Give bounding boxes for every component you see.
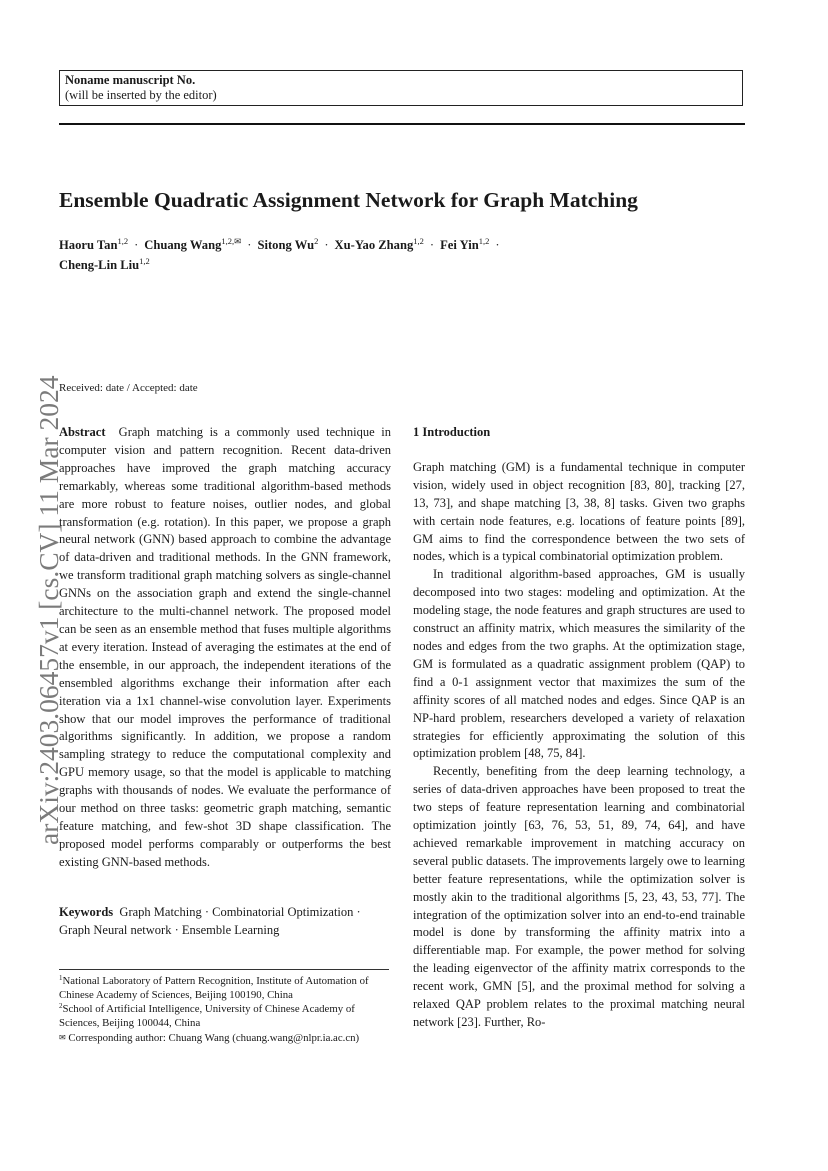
abstract-section xyxy=(59,424,391,872)
footnote-mark: 1 xyxy=(59,974,63,982)
author-separator: · xyxy=(495,238,500,252)
author-separator: · xyxy=(134,238,139,252)
header-rule xyxy=(59,123,745,125)
arxiv-identifier-stamp: arXiv:2403.06457v1 [cs.CV] 11 Mar 2024 xyxy=(33,375,64,845)
intro-paragraph-2: In traditional algorithm-based approaches, GM is usually decomposed into two stages: modeling and optimization. At the modeling stage, the node features and graph structures are used to construct an affinity matrix, which measures the similarity of the nodes and edges from the two graphs. At the optimization stage, GM is formulated as a quadratic assignment problem (QAP) to find a 0-1 assignment vector that maximizes the sum of the affinity scores of all matched nodes and edges. Since QAP is an NP-hard problem, researchers developed a variety of relaxation strategies for efficiently approximating the solution of this optimization problem [48, 75, 84]. xyxy=(413,567,745,761)
author-1 xyxy=(59,238,128,252)
footnote-affiliation-1 xyxy=(59,975,391,1003)
keywords-text: Graph Matching · Combinatorial Optimization · Graph Neural network · Ensemble Learning xyxy=(59,905,361,937)
footnote-rule xyxy=(59,969,389,970)
received-dates: Received: date / Accepted: date xyxy=(59,382,198,394)
author-affiliation: 2 xyxy=(314,236,319,246)
author-affiliation: 1,2 xyxy=(478,236,490,246)
footnote-text: National Laboratory of Pattern Recognition, Institute of Automation of Chinese Academy of Sciences, Beijing 100190, China xyxy=(59,975,369,1001)
author-separator: · xyxy=(324,238,329,252)
author-affiliation: 1,2 xyxy=(413,236,424,246)
keywords-heading: Keywords xyxy=(59,905,114,919)
author-name: Haoru Tan xyxy=(59,238,118,252)
introduction-heading: 1 Introduction xyxy=(413,425,491,439)
abstract-text: Graph matching is a commonly used technique in computer vision and pattern recognition. Recent data-driven approaches have improved the graph matching accuracy remarkably, whereas some traditional algorithm-based methods are more robust to feature noises, outlier nodes, and global transformation (e.g. rotation). In this paper, we propose a graph neural network (GNN) based approach to combine the advantage of data-driven and traditional methods. In the GNN framework, we transform traditional graph matching solvers as single-channel GNNs on the association graph and extend the single-channel architecture to the multi-channel network. The proposed model can be seen as an ensemble method that fuses multiple algorithms at every iteration. Instead of averaging the estimates at the end of the ensemble, in our approach, the independent iterations of the ensembled algorithms exchange their information after each iteration via a 1x1 channel-wise convolution layer. Experiments show that our model improves the performance of traditional algorithms significantly. In addition, we propose a random sampling strategy to reduce the computational complexity and GPU memory usage, so that the model is applicable to matching graphs with thousands of nodes. We evaluate the performance of our method on three tasks: geometric graph matching, semantic feature matching, and few-shot 3D shape classification. The proposed model performs comparably or outperforms the best existing GNN-based methods. xyxy=(59,425,392,869)
author-affiliation: 1,2,✉ xyxy=(221,236,242,246)
author-name: Xu-Yao Zhang xyxy=(334,238,414,252)
author-name: Cheng-Lin Liu xyxy=(59,258,140,272)
intro-paragraph-3: Recently, benefiting from the deep learning technology, a series of data-driven approaches have been proposed to treat the two steps of feature representation learning and combinatorial optimization jointly [63, 76, 53, 51, 89, 74, 64], and have achieved remarkable improvement in matching accuracy on several public datasets. The improvements largely owe to learning better feature representations, while the optimization solver is mostly akin to the traditional algorithms [5, 23, 43, 53, 77]. The integration of the optimization solver into an end-to-end trainable model is done by transforming the affinity matrix into a differentiable map. For example, the power method for solving the leading eigenvector of the affinity matrix corresponds to the recent work, GMN [5], and the proximal method for solving a relaxed QAP problem relates to the proximal matching neural network [23]. Further, Ro- xyxy=(413,764,745,1029)
author-name: Chuang Wang xyxy=(144,238,222,252)
author-affiliation: 1,2 xyxy=(139,256,150,266)
author-name: Sitong Wu xyxy=(257,238,315,252)
author-name: Fei Yin xyxy=(440,238,479,252)
manuscript-label: Noname manuscript No. xyxy=(65,73,196,87)
footnote-text: Corresponding author: Chuang Wang (chuang.wang@nlpr.ia.ac.cn) xyxy=(68,1031,360,1044)
footnotes xyxy=(59,975,391,1046)
footnote-text: School of Artificial Intelligence, University of Chinese Academy of Sciences, Beijing 100044, China xyxy=(59,1002,355,1029)
envelope-icon: ✉ xyxy=(59,1032,66,1042)
keywords-section xyxy=(59,904,391,940)
author-5 xyxy=(440,238,489,252)
abstract-heading: Abstract xyxy=(59,425,106,439)
manuscript-number-box xyxy=(59,70,743,106)
author-separator: · xyxy=(247,238,252,252)
author-affiliation: 1,2 xyxy=(117,236,129,246)
author-list xyxy=(59,235,749,275)
editor-note: (will be inserted by the editor) xyxy=(65,88,217,102)
introduction-section xyxy=(413,424,745,1032)
paper-title: Ensemble Quadratic Assignment Network for Graph Matching xyxy=(59,188,638,212)
footnote-mark: 2 xyxy=(59,1001,63,1010)
author-2 xyxy=(144,238,241,252)
footnote-corresponding-author xyxy=(59,1031,391,1046)
footnote-affiliation-2 xyxy=(59,1003,391,1031)
author-4 xyxy=(335,238,424,252)
author-3 xyxy=(257,238,318,252)
author-separator: · xyxy=(429,238,435,252)
author-6 xyxy=(59,258,150,272)
intro-paragraph-1: Graph matching (GM) is a fundamental technique in computer vision, widely used in object recognition [83, 80], tracking [27, 13, 73], and shape matching [3, 38, 8] tasks. Given two graphs with certain node features, e.g. locations of feature points [89], GM aims to find the correspondence between the two sets of nodes, which is a typical combinatorial optimization problem. xyxy=(413,459,745,564)
